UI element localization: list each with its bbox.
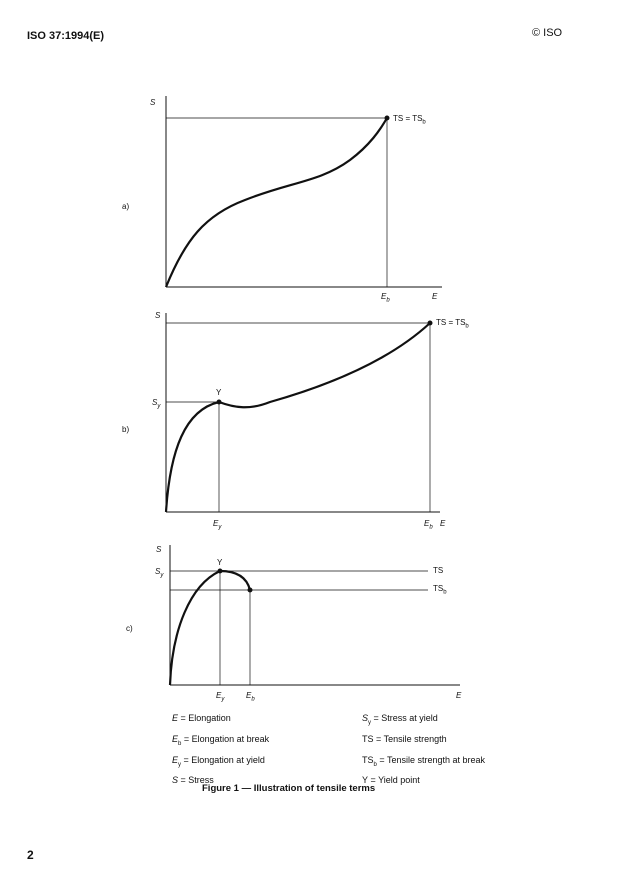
sy-label: $S_y$ [152, 398, 161, 410]
axis-label-e: E [440, 519, 446, 528]
legend-item: $TS_b$ = Tensile strength at break [362, 754, 486, 768]
stress-strain-curve [166, 118, 387, 287]
legend-right [362, 710, 485, 793]
legend-item: $S_y$ = Stress at yield [362, 713, 438, 726]
panel-label-c: c) [126, 624, 133, 633]
eb-label: $E_b$ [424, 519, 433, 531]
copyright: © ISO [532, 27, 563, 39]
legend-item: $E_y$ = Elongation at yield [172, 754, 265, 768]
yield-label: Y [217, 558, 223, 567]
ts-label: TS = $TS_b$ [436, 318, 469, 330]
stress-strain-curve [166, 323, 430, 512]
diagram-c [170, 545, 460, 685]
ts-label: TS [433, 566, 444, 575]
ey-label: $E_y$ [213, 519, 222, 531]
page-number: 2 [27, 848, 34, 862]
legend-item: E = Elongation [172, 713, 231, 723]
ts-label: TS = $TS_b$ [393, 114, 426, 126]
axis-label-s: S [155, 311, 161, 320]
eb-label: $E_b$ [246, 691, 255, 703]
axis-label-s: S [156, 545, 162, 554]
diagram-b [166, 313, 440, 512]
standard-number: ISO 37:1994(E) [27, 30, 105, 42]
stress-strain-curve [170, 571, 250, 685]
axis-label-e: E [432, 292, 438, 301]
sy-label: $S_y$ [155, 567, 164, 579]
yield-label: Y [216, 388, 222, 397]
figure-caption: Figure 1 — Illustration of tensile terms [202, 783, 376, 794]
axis-label-s: S [150, 98, 156, 107]
axis-label-e: E [456, 691, 462, 700]
ey-label: $E_y$ [216, 691, 225, 703]
legend-item: TS = Tensile strength [362, 733, 447, 744]
legend-left [172, 710, 269, 793]
panel-label-b: b) [122, 425, 130, 434]
legend-item: Y = Yield point [362, 775, 420, 786]
eb-label: $E_b$ [381, 292, 390, 304]
legend-item: S = Stress [172, 775, 214, 786]
panel-label-a: a) [122, 202, 130, 211]
tsb-label: $TS_b$ [433, 584, 447, 596]
legend-item: $E_b$ = Elongation at break [172, 733, 270, 747]
